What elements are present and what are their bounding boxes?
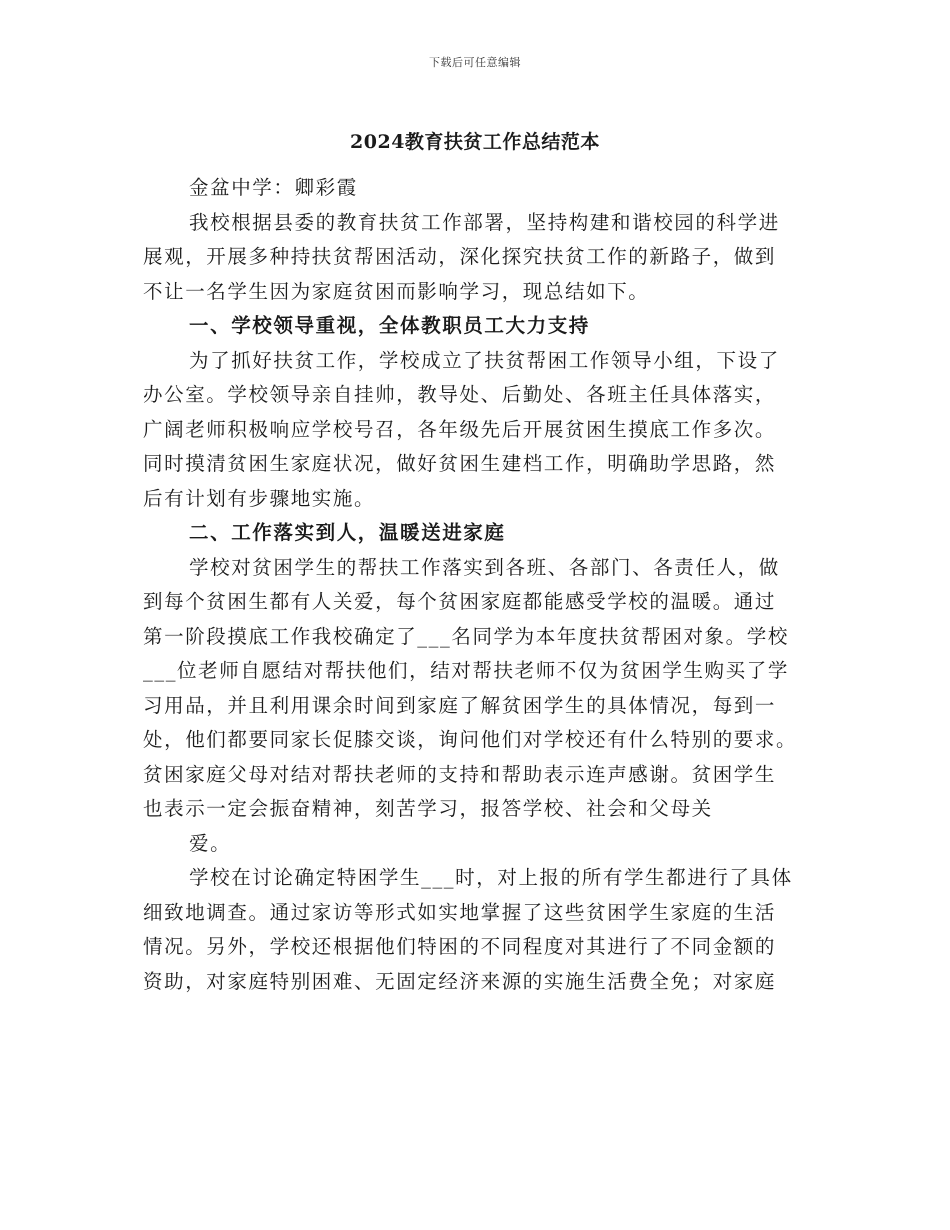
paragraph-line: 资助，对家庭特别困难、无固定经济来源的实施生活费全免；对家庭 (143, 969, 777, 993)
paragraph-line: 细致地调查。通过家访等形式如实地掌握了这些贫困学生家庭的生活 (143, 900, 777, 924)
paragraph-line: 同时摸清贫困生家庭状况，做好贫困生建档工作，明确助学思路，然 (143, 452, 777, 475)
paragraph-line: 后有计划有步骤地实施。 (143, 486, 376, 510)
paragraph-line: 第一阶段摸底工作我校确定了___名同学为本年度扶贫帮困对象。学校 (143, 624, 789, 648)
section-heading-1: 一、学校领导重视，全体教职员工大力支持 (189, 314, 590, 337)
paragraph-line: 不让一名学生因为家庭贫困而影响学习，现总结如下。 (143, 279, 650, 303)
paragraph-line: 到每个贫困生都有人关爱，每个贫困家庭都能感受学校的温暖。通过 (143, 590, 777, 613)
paragraph-line: 处，他们都要同家长促膝交谈，询问他们对学校还有什么特别的要求。 (143, 728, 798, 751)
paragraph-line: 为了抓好扶贫工作，学校成立了扶贫帮困工作领导小组，下设了 (189, 348, 780, 372)
author-line: 金盆中学：卿彩霞 (189, 176, 358, 199)
page-header-note: 下载后可任意编辑 (429, 56, 521, 69)
paragraph-line: 展观，开展多种持扶贫帮困活动，深化探究扶贫工作的新路子，做到 (143, 245, 777, 268)
paragraph-line: 学校在讨论确定特困学生___时，对上报的所有学生都进行了具体 (189, 866, 793, 889)
paragraph-line: 情况。另外，学校还根据他们特困的不同程度对其进行了不同金额的 (143, 935, 777, 958)
section-heading-2: 二、工作落实到人，温暖送进家庭 (189, 521, 506, 544)
paragraph-line: 办公室。学校领导亲自挂帅，教导处、后勤处、各班主任具体落实， (143, 383, 777, 406)
paragraph-line: 爱。 (189, 831, 232, 855)
document-title: 2024教育扶贫工作总结范本 (350, 131, 600, 153)
paragraph-line: 学校对贫困学生的帮扶工作落实到各班、各部门、各责任人，做 (189, 555, 780, 579)
paragraph-line: 贫困家庭父母对结对帮扶老师的支持和帮助表示连声感谢。贫困学生 (143, 762, 777, 786)
paragraph-line: ___位老师自愿结对帮扶他们，结对帮扶老师不仅为贫困学生购买了学 (143, 659, 789, 682)
paragraph-line: 我校根据县委的教育扶贫工作部署，坚持构建和谐校园的科学进 (189, 210, 780, 234)
document-body (143, 171, 811, 999)
paragraph-line: 习用品，并且利用课余时间到家庭了解贫困学生的具体情况，每到一 (143, 693, 777, 717)
paragraph-line: 广阔老师积极响应学校号召，各年级先后开展贫困生摸底工作多次。 (143, 417, 777, 441)
paragraph-line: 也表示一定会振奋精神，刻苦学习，报答学校、社会和父母关 (143, 797, 713, 820)
